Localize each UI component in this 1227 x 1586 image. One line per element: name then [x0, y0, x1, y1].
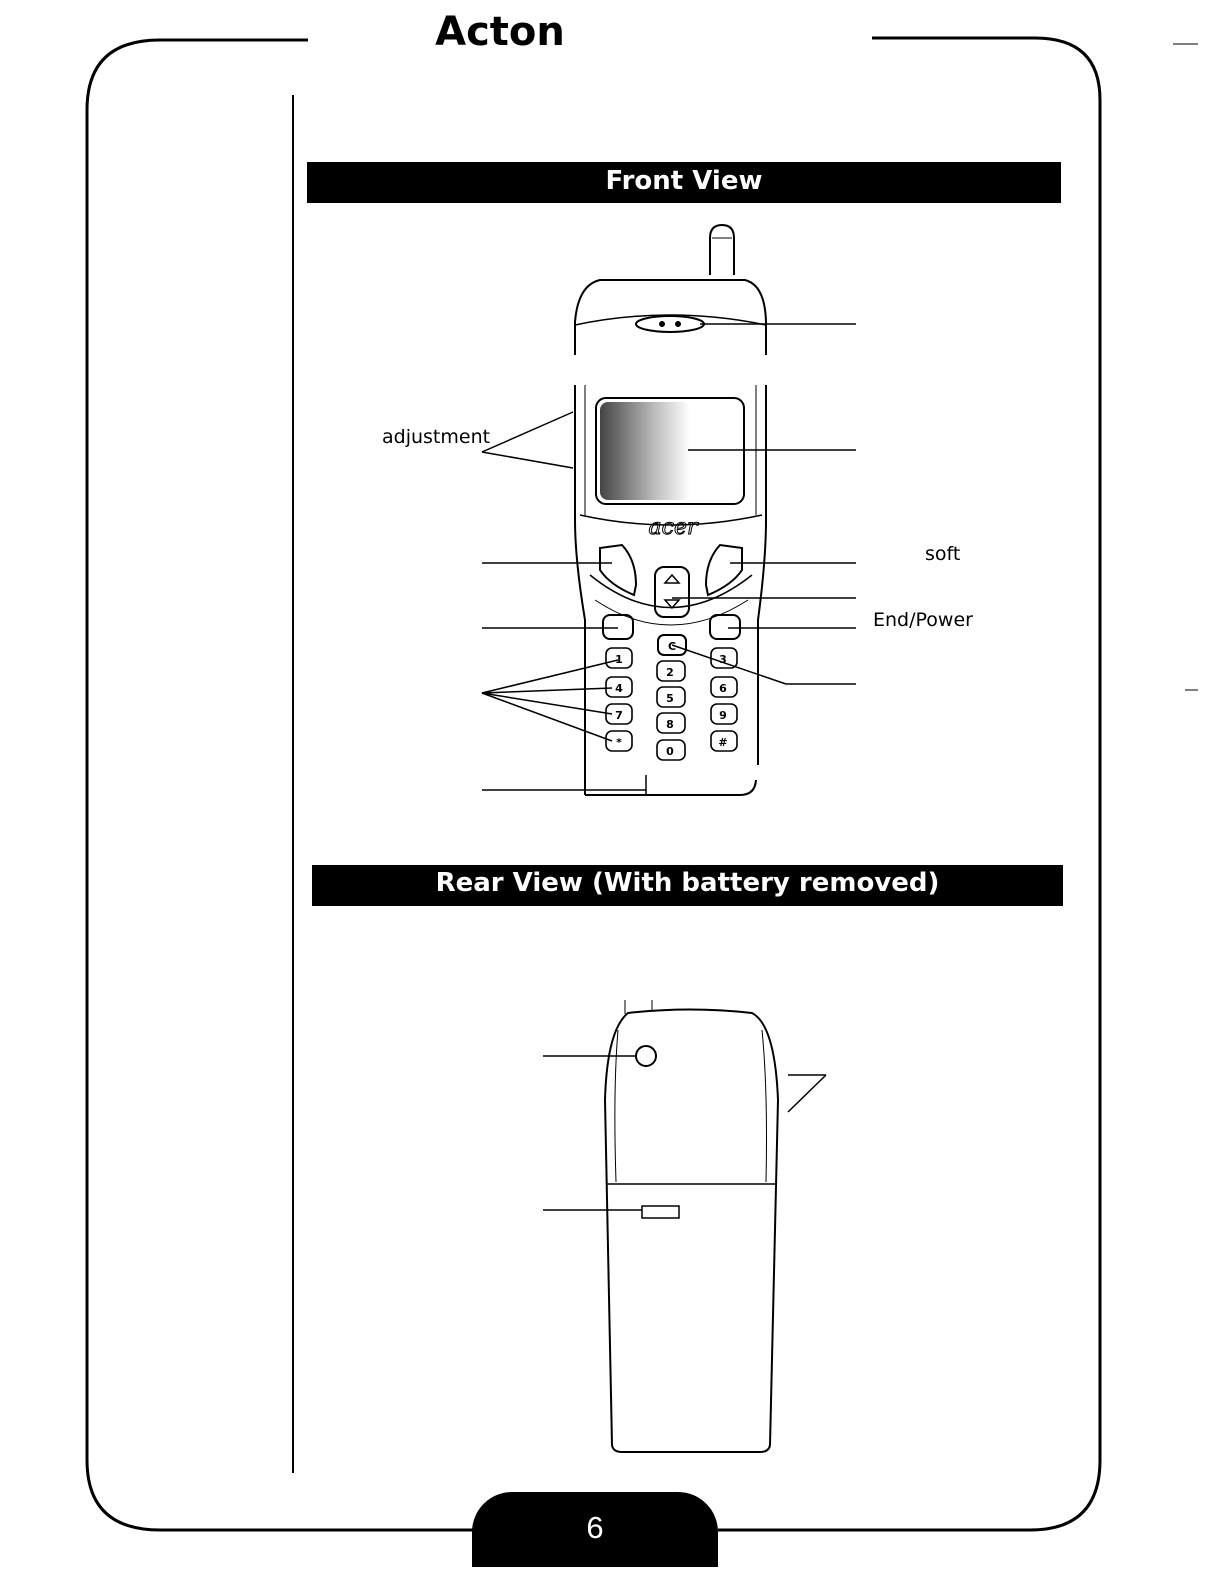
page-title: Acton [435, 9, 565, 55]
key-label: 7 [615, 709, 623, 722]
front-view-heading: Front View [307, 162, 1061, 203]
antenna [710, 225, 734, 275]
page-border-top-left [87, 40, 475, 1530]
clear-key-label: C [667, 640, 677, 653]
phone-top [575, 280, 766, 355]
key-label: 4 [615, 682, 623, 695]
page-number: 6 [472, 1492, 718, 1567]
key-label: # [718, 736, 728, 749]
key-label: 3 [719, 653, 727, 666]
label-soft: soft [925, 543, 961, 565]
rear-callouts [543, 1056, 826, 1210]
send-key [603, 615, 633, 639]
earpiece [636, 316, 704, 332]
key-label: 9 [719, 709, 727, 722]
battery-contact [642, 1206, 679, 1218]
key-label: 5 [666, 692, 674, 705]
front-phone-drawing [575, 225, 766, 795]
rear-phone-drawing [605, 1000, 778, 1452]
label-end-power: End/Power [873, 609, 973, 631]
key-label: 0 [666, 745, 674, 758]
key-label: 1 [615, 653, 623, 666]
rear-body [605, 1010, 778, 1453]
camera-hole [636, 1046, 656, 1066]
brand-logo: acer [648, 515, 698, 540]
end-key [710, 615, 740, 639]
phone-body-right [758, 385, 766, 765]
key-label: 6 [719, 682, 727, 695]
label-adjustment: adjustment [382, 426, 491, 448]
key-label: * [616, 736, 622, 749]
phone-body-left [575, 385, 585, 795]
page-border-top-right [718, 38, 1100, 1530]
left-soft-key [600, 545, 636, 595]
right-soft-key [706, 545, 742, 595]
rear-view-heading: Rear View (With battery removed) [312, 865, 1063, 906]
key-label: 2 [666, 666, 674, 679]
key-label: 8 [666, 718, 674, 731]
